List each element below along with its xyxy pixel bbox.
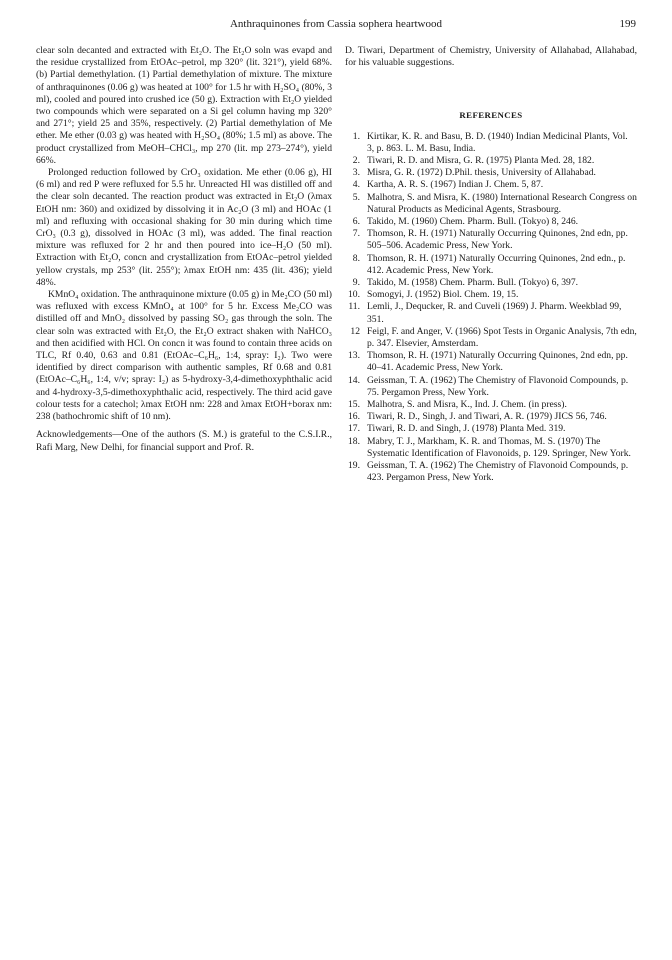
reference-item: 5. Malhotra, S. and Misra, K. (1980) International Research Congress on Natural Products as Medicinal Agents, Strasbourg. [352,191,637,215]
reference-item: 6. Takido, M. (1960) Chem. Pharm. Bull. (Tokyo) 8, 246. [352,216,579,228]
reduction-paragraph: Prolonged reduction followed by CrO₃ oxidation. Me ether (0.06 g), HI (6 ml) and red P were refluxed for 5.5 hr. Unreacted HI was distilled off and the clear soln decanted. The reaction product was extracted in Et₂O (λmax EtOH nm: 360) and oxidized by dissolving it in Ac₂O (3 ml) and HOAc (1 ml) and refluxing with occasional shaking for 30 min during which time CrO₃ (0.3 g), dissolved in HOAc (3 ml), was added. The final reaction mixture was refluxed for 2 hr and then poured into ice–H₂O (50 ml). Extraction with Et₂O, concn and crystallization from EtOAc–petrol yielded yellow crystals, mp 253° (lit. 255°); λmax EtOH nm: 435 (lit. 436); yield 48%. [36,167,332,288]
reference-item: 16. Tiwari, R. D., Singh, J. and Tiwari, A. R. (1979) JICS 56, 746. [348,411,607,423]
reference-item: 1. Kirtikar, K. R. and Basu, B. D. (1940) Indian Medicinal Plants, Vol. 3, p. 863. L. M. Basu, India. [352,130,628,154]
reference-item: 7. Thomson, R. H. (1971) Naturally Occurring Quinones, 2nd edn, pp. 505–506. Academic Press, New York. [352,228,628,252]
right-column [345,45,637,485]
acknowledgements: Acknowledgements—One of the authors (S. M.) is grateful to the C.S.I.R., Rafi Marg, New Delhi, for financial support and Prof. R. [36,429,332,453]
reference-item: 9. Takido, M. (1958) Chem. Pharm. Bull. (Tokyo) 6, 397. [352,277,579,289]
reference-item: 11. Lemli, J., Dequcker, R. and Cuveli (1969) J. Pharm. Weekblad 99, 351. [348,301,622,325]
reference-item: 13. Thomson, R. H. (1971) Naturally Occurring Quinones, 2nd edn, pp. 40–41. Academic Press, New York. [348,350,628,374]
reference-item: 3. Misra, G. R. (1972) D.Phil. thesis, University of Allahabad. [352,167,596,179]
reference-item: 4. Kartha, A. R. S. (1967) Indian J. Chem. 5, 87. [352,179,544,191]
running-title: Anthraquinones from Cassia sophera heartwood [229,18,442,30]
reference-list [345,131,637,485]
reference-item: 15. Malhotra, S. and Misra, K., Ind. J. Chem. (in press). [348,399,567,411]
reference-item: 10. Somogyi, J. (1952) Biol. Chem. 19, 15. [348,289,519,301]
oxidation-paragraph: KMnO₄ oxidation. The anthraquinone mixture (0.05 g) in Me₂CO (50 ml) was refluxed with excess KMnO₄ at 100° for 5 hr. Excess Me₂CO was distilled off and MnO₂ dissolved by passing SO₂ gas through the soln. The clear soln was extracted with Et₂O, the Et₂O extract shaken with NaHCO₃ and then acidified with HCl. On concn it was found to contain three acids on TLC, Rf 0.40, 0.63 and 0.81 (EtOAc–C₆H₆, 1:4, spray: I₂). Two were identified by direct comparison with authentic samples, Rf 0.68 and 0.81 (EtOAc–C₆H₆, 1:4, v/v; spray: I₂) as 5-hydroxy-3,4-dimethoxyphthalic acid and 4-hydroxy-3,5-dimethoxyphthalic acid, respectively. The third acid gave colour tests for a catechol; λmax EtOH nm: 228 and λmax EtOH+borax nm: 238 (bathochromic shift of 10 nm). [36,289,332,423]
left-column [36,45,332,454]
page-number: 199 [619,18,636,30]
reference-item: 17. Tiwari, R. D. and Singh, J. (1978) Planta Med. 319. [348,423,566,435]
reference-item: 8. Thomson, R. H. (1971) Naturally Occurring Quinones, 2nd edn., p. 412. Academic Press, New York. [352,252,626,276]
reference-item: 12 Feigl, F. and Anger, V. (1966) Spot Tests in Organic Analysis, 7th edn, p. 347. Elsevier, Amsterdam. [350,325,637,350]
acknowledgements-continued: D. Tiwari, Department of Chemistry, University of Allahabad, Allahabad, for his valuable suggestions. [345,45,637,69]
reference-item: 19. Geissman, T. A. (1962) The Chemistry of Flavonoid Compounds, p. 423. Pergamon Press, New York. [348,460,629,484]
references-heading: REFERENCES [459,110,523,121]
running-header [36,18,636,34]
reference-item: 14. Geissman, T. A. (1962) The Chemistry of Flavonoid Compounds, p. 75. Pergamon Press, New York. [348,374,629,398]
reference-item: 18. Mabry, T. J., Markham, K. R. and Thomas, M. S. (1970) The Systematic Identification of Flavonoids, p. 129. Springer, New York. [348,435,631,459]
experimental-paragraph: clear soln decanted and extracted with Et₂O. The Et₂O soln was evapd and the residue crystallized from EtOAc–petrol, mp 320° (lit. 321°), yield 68%. (b) Partial demethylation. (1) Partial demethylation of mixture. The mixture of anthraquinones (0.06 g) was heated at 100° for 1.5 hr with H₂SO₄ (80%, 3 ml), cooled and poured into crushed ice (50 g). Extraction with Et₂O yielded two compounds which were separated on a Si gel column having mp 320° and 271°; yield 25 and 35%, respectively. (2) Partial demethylation of Me ether. Me ether (0.03 g) was heated with H₂SO₄ (80%; 1.5 ml) as above. The product crystallized from MeOH–CHCl₃, mp 270 (lit. mp 273–274°), yield 66%. [36,45,332,166]
reference-item: 2. Tiwari, R. D. and Misra, G. R. (1975) Planta Med. 28, 182. [352,155,595,167]
